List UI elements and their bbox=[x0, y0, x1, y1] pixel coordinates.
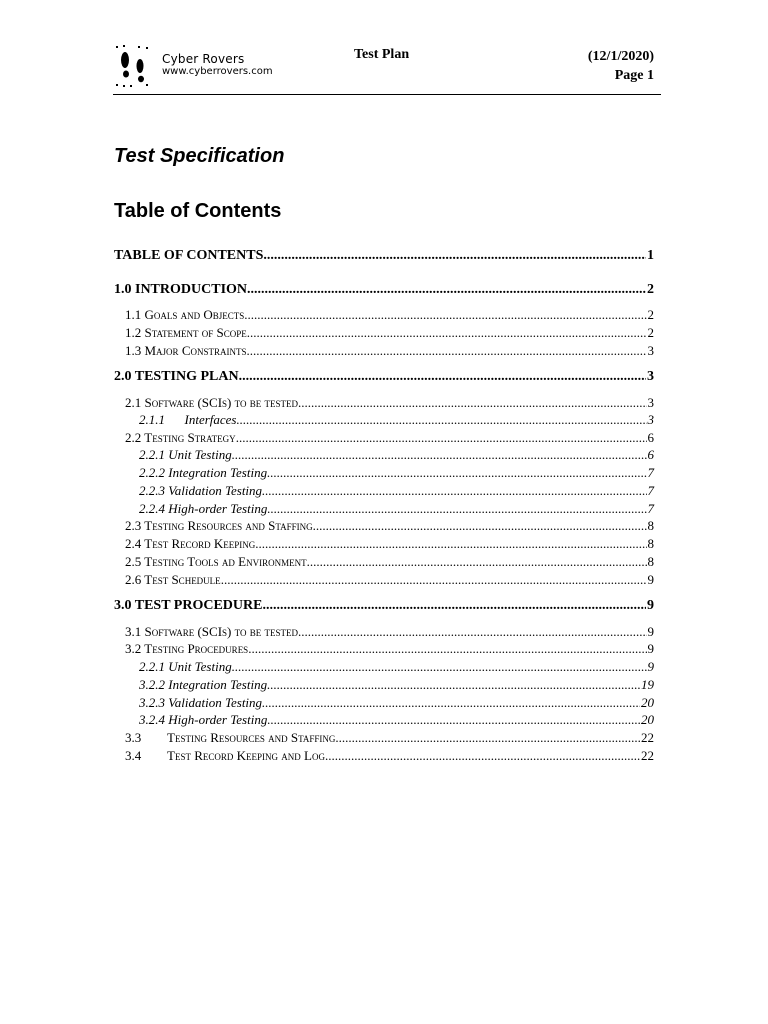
toc-label: 1.1 Goals and Objects bbox=[125, 307, 245, 322]
toc-entry[interactable] bbox=[139, 447, 654, 463]
toc-label: 2.6 Test Schedule bbox=[125, 572, 221, 587]
leader-dots bbox=[262, 598, 646, 614]
toc-page-number: 6 bbox=[647, 430, 654, 445]
toc-page-number: 6 bbox=[647, 447, 654, 462]
toc-label: 2.2.2 Integration Testing bbox=[139, 465, 268, 480]
toc-label: 1.3 Major Constraints bbox=[125, 343, 247, 358]
toc-label: 3.2.2 Integration Testing bbox=[139, 677, 268, 692]
toc-label: 2.2.1 Unit Testing bbox=[139, 447, 232, 462]
toc-entry[interactable] bbox=[139, 501, 654, 517]
toc-page-number: 3 bbox=[647, 369, 654, 384]
header-page-number: Page 1 bbox=[614, 68, 654, 83]
toc-page-number: 9 bbox=[647, 624, 654, 639]
toc-entry[interactable] bbox=[114, 248, 654, 264]
leader-dots bbox=[267, 501, 646, 517]
toc-entry[interactable] bbox=[114, 369, 654, 385]
toc-page-number: 9 bbox=[647, 641, 654, 656]
company-block bbox=[162, 52, 273, 78]
toc-page-number: 8 bbox=[647, 536, 654, 551]
toc-label: 2.4 Test Record Keeping bbox=[125, 536, 256, 551]
leader-dots bbox=[248, 641, 646, 657]
toc-entry[interactable] bbox=[125, 325, 654, 341]
leader-dots bbox=[267, 677, 640, 693]
leader-dots bbox=[267, 465, 646, 481]
toc-entry[interactable] bbox=[139, 695, 654, 711]
toc-page-number: 7 bbox=[647, 483, 654, 498]
toc-label: 3.3 Testing Resources and Staffing bbox=[125, 730, 336, 745]
toc-page-number: 3 bbox=[647, 395, 654, 410]
toc-entry[interactable] bbox=[125, 572, 654, 588]
leader-dots bbox=[267, 712, 640, 728]
toc-label: 2.1.1 Interfaces bbox=[139, 412, 237, 427]
toc-label: 3.2 Testing Procedures bbox=[125, 641, 249, 656]
toc-page-number: 8 bbox=[647, 518, 654, 533]
toc-label: 3.0 TEST PROCEDURE bbox=[114, 598, 263, 613]
company-url: www.cyberrovers.com bbox=[162, 66, 273, 77]
company-name: Cyber Rovers bbox=[162, 52, 245, 66]
toc-label: 2.5 Testing Tools ad Environment bbox=[125, 554, 307, 569]
toc-entry[interactable] bbox=[139, 483, 654, 499]
header-meta bbox=[588, 47, 654, 85]
toc-page-number: 9 bbox=[647, 659, 654, 674]
leader-dots bbox=[244, 307, 646, 323]
toc-entry[interactable] bbox=[139, 712, 654, 728]
toc-page-number: 22 bbox=[641, 730, 654, 745]
toc-page-number: 19 bbox=[641, 677, 654, 692]
toc-entry[interactable] bbox=[125, 624, 654, 640]
leader-dots bbox=[232, 659, 647, 675]
toc-page-number: 9 bbox=[647, 598, 654, 613]
toc-label: 1.0 INTRODUCTION bbox=[114, 282, 248, 297]
toc-entry[interactable] bbox=[125, 536, 654, 552]
leader-dots bbox=[221, 572, 647, 588]
toc-label: 2.2.4 High-order Testing bbox=[139, 501, 268, 516]
toc-label: 1.2 Statement of Scope bbox=[125, 325, 247, 340]
toc-entry[interactable] bbox=[139, 659, 654, 675]
toc-entry[interactable] bbox=[125, 641, 654, 657]
toc-heading: Table of Contents bbox=[114, 200, 282, 222]
toc-entry[interactable] bbox=[125, 395, 654, 411]
toc-page-number: 8 bbox=[647, 554, 654, 569]
toc-label: 3.2.4 High-order Testing bbox=[139, 712, 268, 727]
toc-page-number: 20 bbox=[641, 712, 654, 727]
leader-dots bbox=[255, 536, 646, 552]
leader-dots bbox=[247, 325, 647, 341]
leader-dots bbox=[236, 430, 647, 446]
toc-label: 3.2.3 Validation Testing bbox=[139, 695, 263, 710]
leader-dots bbox=[298, 395, 647, 411]
toc-page-number: 7 bbox=[647, 501, 654, 516]
toc-entry[interactable] bbox=[125, 518, 654, 534]
toc-page-number: 2 bbox=[647, 282, 654, 297]
leader-dots bbox=[313, 518, 647, 534]
toc-entry[interactable] bbox=[139, 465, 654, 481]
toc-label: 2.1 Software (SCIs) to be tested bbox=[125, 395, 298, 410]
toc-page-number: 2 bbox=[647, 307, 654, 322]
toc-entry[interactable] bbox=[125, 307, 654, 323]
toc-label: TABLE OF CONTENTS bbox=[114, 248, 264, 263]
leader-dots bbox=[236, 412, 646, 428]
leader-dots bbox=[262, 483, 646, 499]
toc-page-number: 2 bbox=[647, 325, 654, 340]
leader-dots bbox=[335, 730, 640, 746]
toc-entry[interactable] bbox=[139, 677, 654, 693]
leader-dots bbox=[232, 447, 647, 463]
toc-page-number: 1 bbox=[647, 248, 654, 263]
toc-entry[interactable] bbox=[125, 343, 654, 359]
header-date: (12/1/2020) bbox=[587, 49, 654, 64]
leader-dots bbox=[262, 695, 640, 711]
toc-page-number: 3 bbox=[647, 412, 654, 427]
toc-entry[interactable] bbox=[125, 730, 654, 746]
toc-label: 2.2 Testing Strategy bbox=[125, 430, 236, 445]
leader-dots bbox=[239, 369, 646, 385]
toc-entry[interactable] bbox=[125, 554, 654, 570]
leader-dots bbox=[247, 343, 647, 359]
toc-page-number: 22 bbox=[641, 748, 654, 763]
toc-label: 2.2.1 Unit Testing bbox=[139, 659, 232, 674]
toc-page-number: 20 bbox=[641, 695, 654, 710]
toc-entry[interactable] bbox=[125, 748, 654, 764]
header-doc-title: Test Plan bbox=[354, 47, 410, 62]
leader-dots bbox=[298, 624, 647, 640]
toc-page-number: 3 bbox=[647, 343, 654, 358]
leader-dots bbox=[307, 554, 647, 570]
toc-label: 2.2.3 Validation Testing bbox=[139, 483, 263, 498]
leader-dots bbox=[325, 748, 640, 764]
toc-entry[interactable] bbox=[125, 430, 654, 446]
toc-label: 3.4 Test Record Keeping and Log bbox=[125, 748, 325, 763]
leader-dots bbox=[247, 282, 646, 298]
toc-label: 2.3 Testing Resources and Staffing bbox=[125, 518, 313, 533]
header-divider bbox=[113, 94, 661, 95]
toc-page-number: 7 bbox=[647, 465, 654, 480]
toc-entry[interactable] bbox=[114, 282, 654, 298]
toc-label: 2.0 TESTING PLAN bbox=[114, 369, 239, 384]
toc-entry[interactable] bbox=[114, 598, 654, 614]
document-title: Test Specification bbox=[114, 145, 285, 167]
toc-label: 3.1 Software (SCIs) to be tested bbox=[125, 624, 298, 639]
leader-dots bbox=[263, 248, 646, 264]
toc-entry[interactable] bbox=[139, 412, 654, 428]
toc-page-number: 9 bbox=[647, 572, 654, 587]
